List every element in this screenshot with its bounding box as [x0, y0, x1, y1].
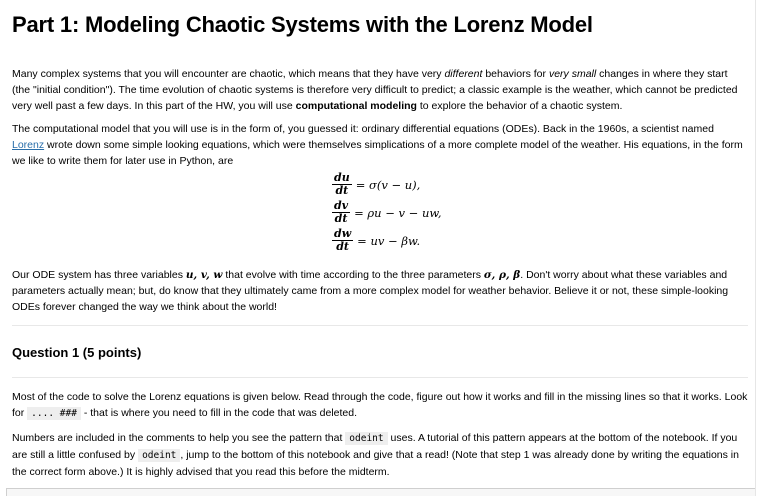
odeint-text-b: uses. A tutorial of this pattern appears at the bottom of the notebook. If you are still a little confused by: [12, 432, 738, 461]
odeint-paragraph: [12, 430, 748, 480]
page-title: Part 1: Modeling Chaotic Systems with the Lorenz Model: [12, 12, 593, 37]
equation-rhs: = uv − βw.: [357, 233, 421, 248]
variables-text-b: that evolve with time according to the three parameters: [222, 269, 484, 281]
placeholder-code: .... ###: [27, 407, 81, 420]
fraction-denominator: dt: [334, 212, 348, 225]
instructions-text-a: Most of the code to solve the Lorenz equations is given below. Read through the code, figure out how it works and fill in the missing lines so that it works. Look for: [12, 391, 748, 419]
intro-text-c: changes in where they start (the "initial condition"). The time evolution of chaotic systems is therefore very difficult to predict; a classic example is the weather, which cannot be predicted very well past a few days. In this part of the HW, you will use: [12, 68, 738, 112]
intro-text-b: behaviors for: [482, 68, 549, 80]
intro-paragraph: [12, 66, 748, 114]
ode-text-b: wrote down some simple looking equations, which were themselves simplications of a more complete model of the weather. His equations, in the form we like to write them for later use in Python, are: [12, 139, 743, 167]
lorenz-link[interactable]: Lorenz: [12, 139, 45, 151]
fraction-dw-dt: [332, 228, 353, 253]
ode-text-a: The computational model that you will use is in the form of, you guessed it: ordinary differential equations (ODEs). Back in the 1960s, a scientist named: [12, 123, 714, 135]
equation-rhs: = ρu − v − uw,: [354, 205, 442, 220]
odeint-text-a: Numbers are included in the comments to help you see the pattern that: [12, 432, 346, 444]
intro-text-d: to explore the behavior of a chaotic system.: [416, 100, 623, 112]
question-heading: Question 1 (5 points): [12, 345, 142, 360]
fraction-du-dt: [332, 172, 352, 197]
odeint-code: odeint: [138, 449, 180, 462]
equation-dv: [332, 200, 441, 225]
variables-math: u, v, w: [185, 269, 223, 281]
variables-text-c: . Don't worry about what these variables and parameters actually mean; but, do know that they ultimately came from a more complex model for weather behavior. Believe it or not, these simple-looking ODEs forever changed the way we think about the world!: [12, 269, 729, 313]
variables-paragraph: [12, 267, 748, 315]
intro-text-a: Many complex systems that you will encounter are chaotic, which means that they have very: [12, 68, 445, 80]
fraction-denominator: dt: [335, 184, 349, 197]
intro-bold-computational-modeling: computational modeling: [295, 100, 417, 112]
fraction-numerator: dv: [334, 199, 349, 212]
intro-emphasis-very-small: very small: [548, 68, 597, 80]
fraction-denominator: dt: [336, 240, 349, 253]
equation-dw: [332, 228, 420, 253]
equation-rhs: = σ(v − u),: [355, 177, 421, 192]
scrollbar[interactable]: [755, 0, 776, 496]
fraction-numerator: du: [334, 171, 350, 184]
odeint-text-c: , jump to the bottom of this notebook and give that a read! (Note that step 1 was already done by writing the equations in the correct form above.) It is highly advised that you read this before the midterm.: [12, 449, 739, 478]
odeint-code: odeint: [345, 432, 387, 445]
equation-du: [332, 172, 420, 197]
fraction-dv-dt: [332, 200, 350, 225]
instructions-paragraph: [12, 389, 748, 422]
variables-text-a: Our ODE system has three variables: [12, 269, 186, 281]
intro-emphasis-different: different: [444, 68, 483, 80]
lorenz-equations: [318, 172, 478, 260]
instructions-text-b: - that is where you need to fill in the code that was deleted.: [80, 407, 358, 419]
code-cell[interactable]: [6, 488, 756, 496]
ode-paragraph: [12, 121, 748, 169]
divider: [12, 325, 748, 326]
fraction-numerator: dw: [334, 227, 352, 240]
divider: [12, 377, 748, 378]
parameters-math: σ, ρ, β: [483, 269, 521, 281]
